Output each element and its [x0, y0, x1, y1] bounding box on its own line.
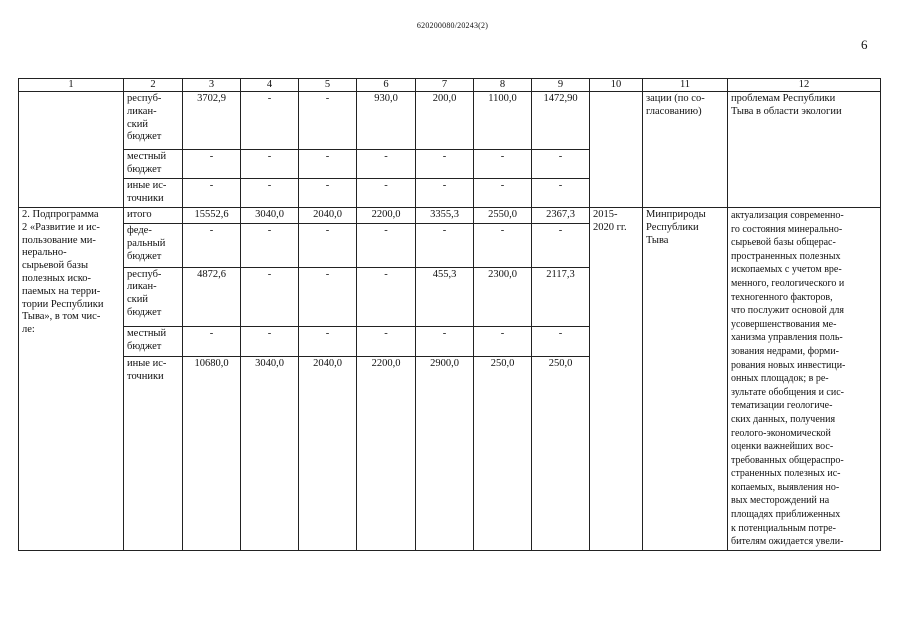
result-cell-line: геолого-экономической	[731, 427, 831, 439]
column-number: 1	[19, 79, 124, 92]
value-cell: -	[532, 150, 590, 179]
value-cell: -	[299, 267, 357, 327]
value-cell: -	[357, 224, 416, 267]
result-cell-line: зования недрами, форми-	[731, 345, 839, 357]
executor-cell-line: Тыва	[646, 234, 669, 246]
result-cell-line: ископаемых с учетом вре-	[731, 264, 842, 276]
result-cell-line: техногенного факторов,	[731, 291, 833, 303]
funding-source-line: итого	[127, 209, 152, 220]
column-number: 11	[643, 79, 728, 92]
column-number: 7	[416, 79, 474, 92]
column-number: 9	[532, 79, 590, 92]
value-cell: 1100,0	[474, 92, 532, 150]
result-cell-line: ханизма управления поль-	[731, 332, 843, 344]
executor-cell-line: зации (по со-	[646, 93, 705, 104]
result-cell-line: страненных полезных ис-	[731, 468, 841, 480]
result-cell	[728, 208, 881, 551]
period-cell-line: 2020 гг.	[593, 221, 627, 233]
period-cell	[590, 208, 643, 551]
value-cell: -	[299, 327, 357, 357]
result-cell-line: актуализация современно-	[731, 210, 844, 221]
value-cell: 2300,0	[474, 267, 532, 327]
subprogram-name	[19, 208, 124, 551]
result-cell-line: копаемых, выявления но-	[731, 481, 840, 493]
value-cell: -	[532, 179, 590, 208]
value-cell: -	[183, 327, 241, 357]
result-cell-line: го состояния минерально-	[731, 223, 843, 235]
table-row	[19, 92, 881, 150]
value-cell: 200,0	[416, 92, 474, 150]
page-number: 6	[861, 37, 868, 52]
funding-source	[124, 327, 183, 357]
value-cell: -	[299, 150, 357, 179]
value-cell: 1472,90	[532, 92, 590, 150]
value-cell: 2040,0	[299, 356, 357, 550]
funding-source-line: респуб-	[127, 268, 162, 280]
column-number: 2	[124, 79, 183, 92]
column-number: 5	[299, 79, 357, 92]
value-cell: -	[416, 179, 474, 208]
funding-source	[124, 224, 183, 267]
funding-source	[124, 208, 183, 224]
value-cell: -	[357, 150, 416, 179]
funding-source-line: респуб-	[127, 93, 162, 104]
column-number-row	[19, 79, 881, 92]
value-cell: -	[357, 179, 416, 208]
value-cell: -	[241, 267, 299, 327]
subprogram-name-line: ле:	[22, 324, 35, 336]
value-cell: 3040,0	[241, 356, 299, 550]
result-cell-line: требованных общераспро-	[731, 454, 844, 466]
result-cell-line: оценки важнейших вос-	[731, 441, 834, 453]
value-cell: -	[183, 150, 241, 179]
funding-source-line: ский	[127, 118, 148, 130]
column-number: 4	[241, 79, 299, 92]
result-cell-line: рования новых инвестици-	[731, 359, 846, 371]
value-cell: 2117,3	[532, 267, 590, 327]
value-cell: 10680,0	[183, 356, 241, 550]
program-funding-table	[18, 78, 881, 551]
subprogram-name-cell	[19, 92, 124, 208]
value-cell: -	[241, 92, 299, 150]
funding-source-line: феде-	[127, 225, 152, 237]
value-cell: -	[183, 224, 241, 267]
subprogram-name-line: паемых на терри-	[22, 285, 101, 297]
funding-source-line: иные ис-	[127, 180, 167, 191]
funding-source	[124, 150, 183, 179]
result-cell	[728, 92, 881, 208]
value-cell: 15552,6	[183, 208, 241, 224]
column-number: 12	[728, 79, 881, 92]
subprogram-name-line: тории Республики	[22, 298, 104, 310]
subprogram-name-line: полезных иско-	[22, 272, 92, 284]
result-cell-line: усовершенствования ме-	[731, 318, 837, 330]
value-cell: 3040,0	[241, 208, 299, 224]
funding-source-line: точники	[127, 370, 164, 382]
result-cell-line: сырьевой базы общерас-	[731, 237, 836, 249]
result-cell-line: пространенных полезных	[731, 250, 841, 262]
value-cell: -	[357, 327, 416, 357]
funding-source-line: бюджет	[127, 306, 162, 318]
funding-source	[124, 267, 183, 327]
funding-source-line: местный	[127, 151, 167, 162]
funding-source-line: ликан-	[127, 281, 157, 293]
result-cell-line: тематизации геологиче-	[731, 400, 833, 412]
subprogram-name-line: 2 «Развитие и ис-	[22, 221, 100, 233]
document-id: 620200080/20243(2)	[416, 21, 489, 30]
executor-cell	[643, 92, 728, 208]
column-number: 3	[183, 79, 241, 92]
value-cell: 250,0	[474, 356, 532, 550]
value-cell: 2200,0	[357, 208, 416, 224]
column-number: 8	[474, 79, 532, 92]
value-cell: -	[299, 224, 357, 267]
funding-source	[124, 92, 183, 150]
result-cell-line: проблемам Республики	[731, 93, 836, 104]
executor-cell-line: гласованию)	[646, 105, 702, 117]
column-number: 6	[357, 79, 416, 92]
result-cell-line: ских данных, получения	[731, 413, 836, 425]
result-cell-line: онных площадок; в ре-	[731, 373, 829, 385]
executor-cell	[643, 208, 728, 551]
value-cell: -	[357, 267, 416, 327]
funding-source-line: бюджет	[127, 340, 162, 352]
value-cell: 3702,9	[183, 92, 241, 150]
funding-source-line: бюджет	[127, 131, 162, 143]
value-cell: -	[416, 327, 474, 357]
value-cell: -	[241, 179, 299, 208]
subprogram-name-line: Тыва», в том чис-	[22, 311, 101, 323]
result-cell-line: что послужит основой для	[731, 305, 845, 317]
table-row	[19, 208, 881, 224]
funding-source-line: точники	[127, 192, 164, 204]
result-cell-line: площадях приближенных	[731, 509, 841, 521]
value-cell: -	[183, 179, 241, 208]
value-cell: -	[474, 150, 532, 179]
value-cell: 4872,6	[183, 267, 241, 327]
funding-source-line: иные ис-	[127, 357, 167, 369]
value-cell: 2367,3	[532, 208, 590, 224]
value-cell: 250,0	[532, 356, 590, 550]
value-cell: -	[241, 224, 299, 267]
column-number: 10	[590, 79, 643, 92]
value-cell: 2900,0	[416, 356, 474, 550]
result-cell-line: к потенциальным потре-	[731, 522, 836, 534]
value-cell: 3355,3	[416, 208, 474, 224]
result-cell-line: менного, геологического и	[731, 277, 845, 289]
value-cell: -	[474, 327, 532, 357]
period-cell	[590, 92, 643, 208]
value-cell: 2040,0	[299, 208, 357, 224]
value-cell: 930,0	[357, 92, 416, 150]
period-cell-line: 2015-	[593, 209, 618, 220]
result-cell-line: Тыва в области экологии	[731, 105, 842, 117]
executor-cell-line: Минприроды	[646, 209, 706, 220]
value-cell: 2200,0	[357, 356, 416, 550]
funding-source	[124, 356, 183, 550]
result-cell-line: зультате обобщения и сис-	[731, 386, 844, 398]
value-cell: -	[416, 150, 474, 179]
value-cell: -	[241, 327, 299, 357]
executor-cell-line: Республики	[646, 221, 699, 233]
subprogram-name-line: нерально-	[22, 247, 67, 259]
value-cell: -	[241, 150, 299, 179]
value-cell: -	[299, 179, 357, 208]
value-cell: -	[532, 224, 590, 267]
funding-source-line: бюджет	[127, 251, 162, 263]
funding-source-line: ский	[127, 294, 148, 306]
funding-source	[124, 179, 183, 208]
value-cell: 455,3	[416, 267, 474, 327]
subprogram-name-line: 2. Подпрограмма	[22, 209, 99, 220]
value-cell: -	[532, 327, 590, 357]
funding-source-line: ликан-	[127, 105, 157, 117]
funding-source-line: местный	[127, 328, 167, 340]
value-cell: -	[474, 224, 532, 267]
value-cell: -	[416, 224, 474, 267]
funding-source-line: ральный	[127, 238, 166, 250]
funding-source-line: бюджет	[127, 163, 162, 175]
subprogram-name-line: сырьевой базы	[22, 260, 88, 272]
result-cell-line: вых месторождений на	[731, 495, 830, 507]
result-cell-line: бителям ожидается увели-	[731, 536, 844, 548]
value-cell: -	[474, 179, 532, 208]
value-cell: 2550,0	[474, 208, 532, 224]
value-cell: -	[299, 92, 357, 150]
subprogram-name-line: пользование ми-	[22, 234, 96, 246]
